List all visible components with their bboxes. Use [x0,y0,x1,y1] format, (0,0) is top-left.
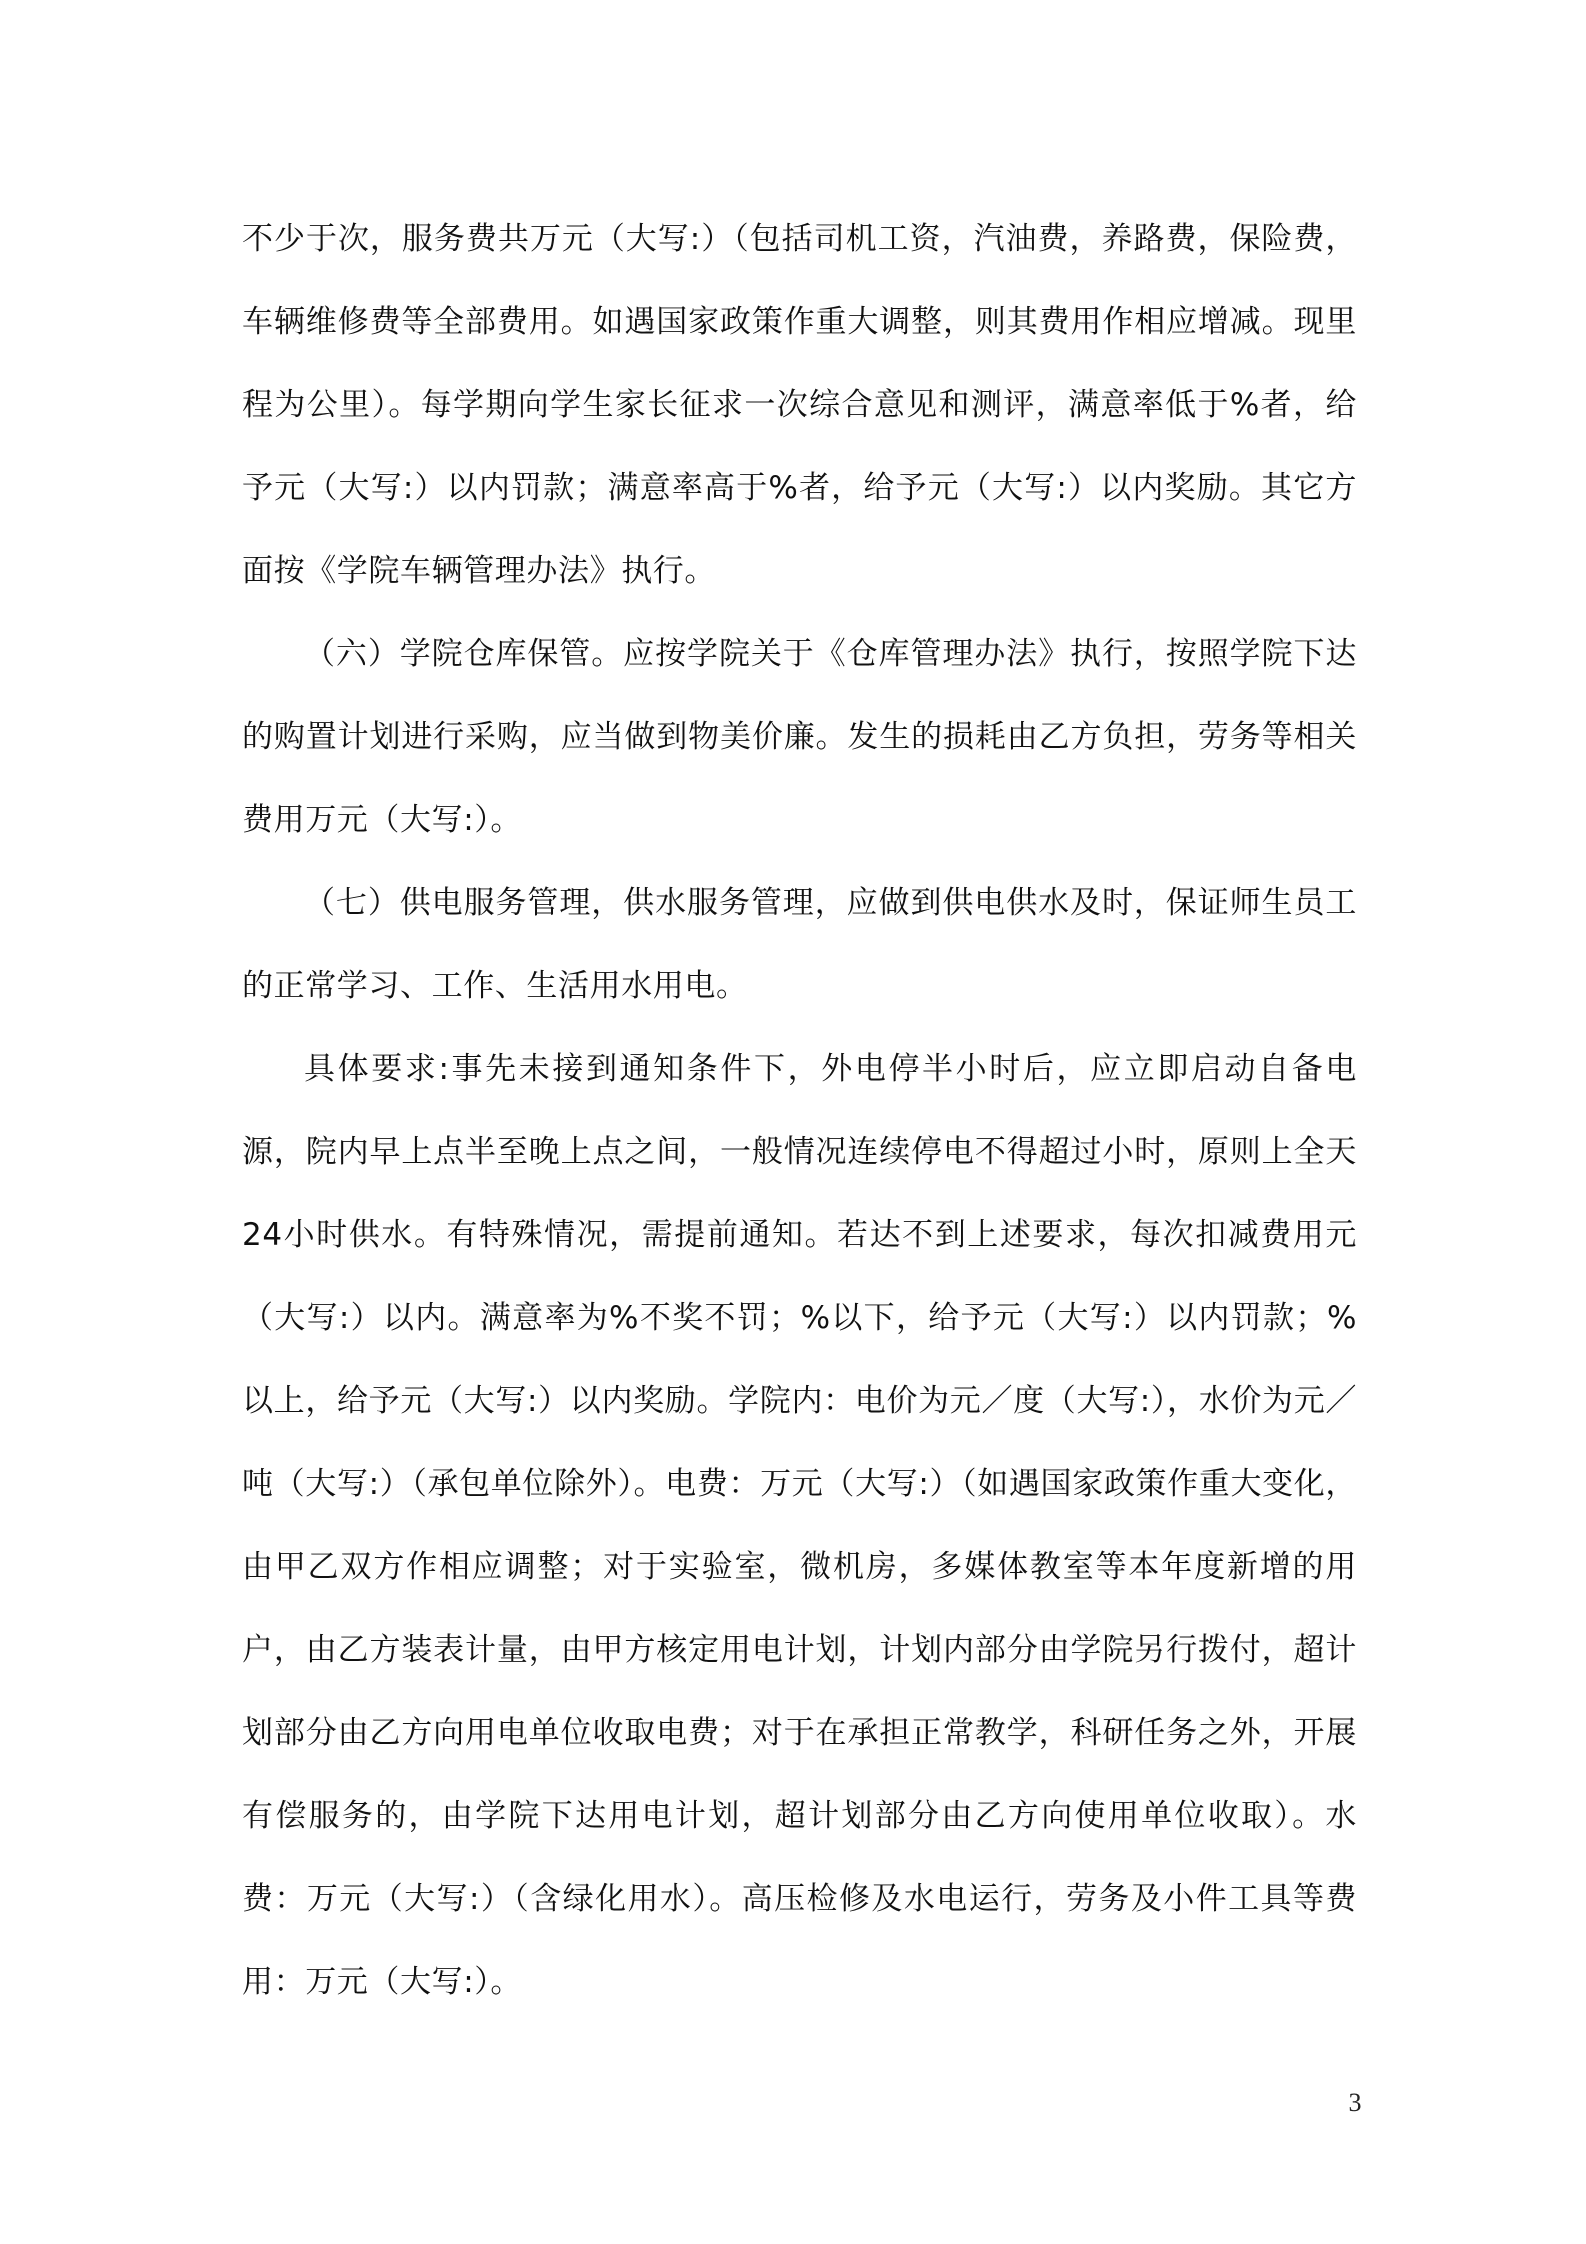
paragraph-specific-requirements: 具体要求:事先未接到通知条件下，外电停半小时后，应立即启动自备电源，院内早上点半至晚上点之间，一般情况连续停电不得超过小时，原则上全天24小时供水。有特殊情况，需提前通知。若达不到上述要求，每次扣减费用元（大写:）以内。满意率为%不奖不罚；%以下，给予元（大写:）以内罚款；%以上，给予元（大写:）以内奖励。学院内：电价为元／度（大写:），水价为元／吨（大写:）（承包单位除外）。电费：万元（大写:）（如遇国家政策作重大变化，由甲乙双方作相应调整；对于实验室，微机房，多媒体教室等本年度新增的用户，由乙方装表计量，由甲方核定用电计划，计划内部分由学院另行拨付，超计划部分由乙方向用电单位收取电费；对于在承担正常教学，科研任务之外，开展有偿服务的，由学院下达用电计划，超计划部分由乙方向使用单位收取）。水费：万元（大写:）（含绿化用水）。高压检修及水电运行，劳务及小件工具等费用：万元（大写:）。 [242,1051,1357,2000]
paragraph-warehouse: （六）学院仓库保管。应按学院关于《仓库管理办法》执行，按照学院下达的购置计划进行采购，应当做到物美价廉。发生的损耗由乙方负担，劳务等相关费用万元（大写:）。 [242,636,1357,838]
paragraph-power-water: （七）供电服务管理，供水服务管理，应做到供电供水及时，保证师生员工的正常学习、工作、生活用水用电。 [242,885,1357,1004]
page-number: 3 [1348,2088,1362,2117]
document-body [242,198,1357,2024]
paragraph-vehicle-service: 不少于次，服务费共万元（大写:）（包括司机工资，汽油费，养路费，保险费，车辆维修费等全部费用。如遇国家政策作重大调整，则其费用作相应增减。现里程为公里）。每学期向学生家长征求一次综合意见和测评，满意率低于%者，给予元（大写:）以内罚款；满意率高于%者，给予元（大写:）以内奖励。其它方面按《学院车辆管理办法》执行。 [242,221,1357,589]
